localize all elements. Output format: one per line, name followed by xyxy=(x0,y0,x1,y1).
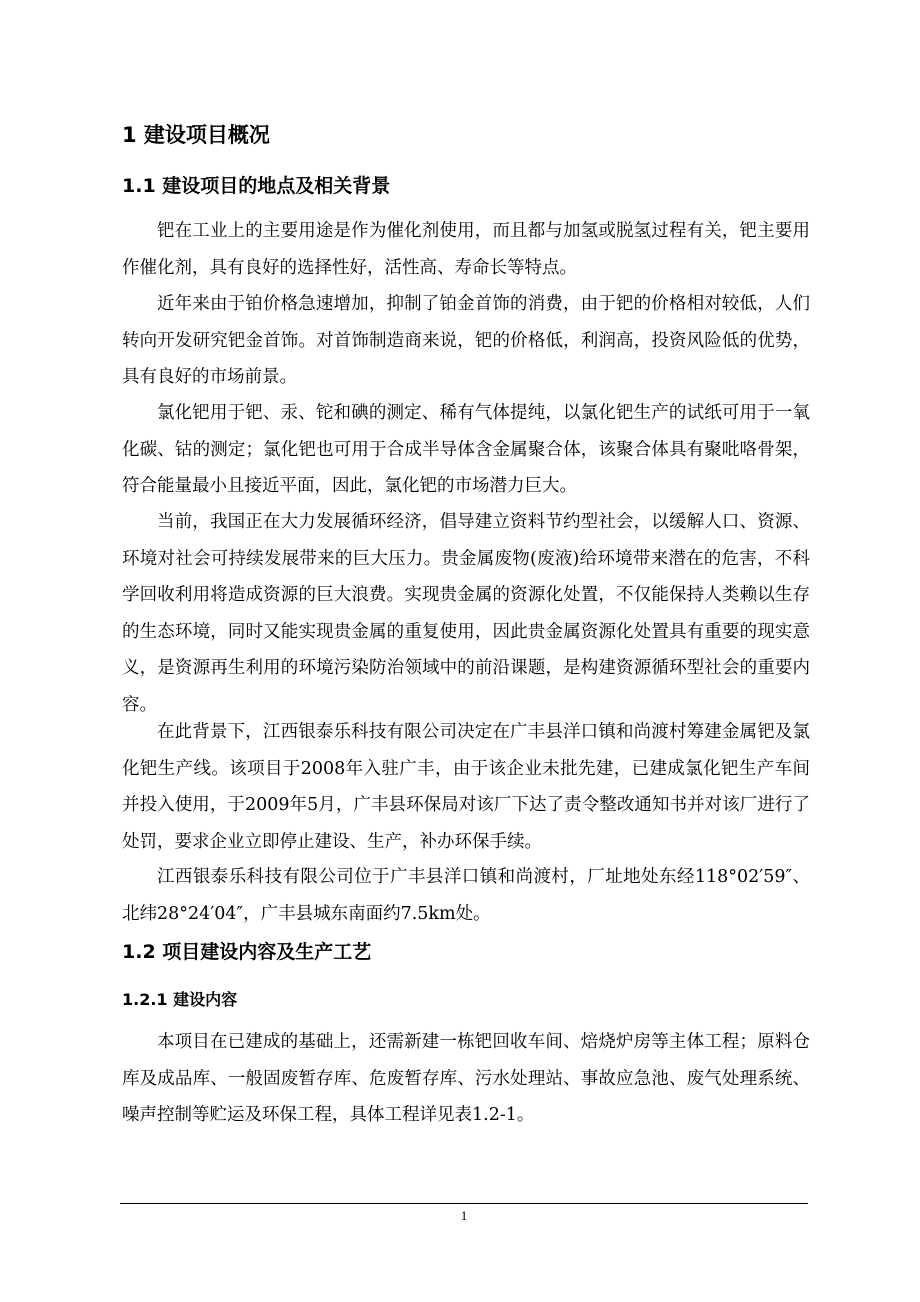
paragraph-4: 当前，我国正在大力发展循环经济，倡导建立资料节约型社会，以缓解人口、资源、环境对社会可持续发展带来的巨大压力。贵金属废物(废液)给环境带来潜在的危害，不科学回收利用将造成资源的巨大浪费。实现贵金属的资源化处置，不仅能保持人类赖以生存的生态环境，同时又能实现贵金属的重复使用，因此贵金属资源化处置具有重要的现实意义，是资源再生利用的环境污染防治领域中的前沿课题，是构建资源循环型社会的重要内容。 xyxy=(122,512,810,715)
chapter-heading: 1 建设项目概况 xyxy=(122,123,270,147)
page-number: 1 xyxy=(460,1208,468,1223)
paragraph-7: 本项目在已建成的基础上，还需新建一栋钯回收车间、焙烧炉房等主体工程；原料仓库及成品库、一般固废暂存库、危废暂存库、污水处理站、事故应急池、废气处理系统、噪声控制等贮运及环保工程，具体工程详见表1.2-1。 xyxy=(122,1032,810,1125)
subsection-heading-1-2-1: 1.2.1 建设内容 xyxy=(122,990,238,1009)
paragraph-3: 氯化钯用于钯、汞、铊和碘的测定、稀有气体提纯，以氯化钯生产的试纸可用于一氧化碳、钴的测定；氯化钯也可用于合成半导体含金属聚合体，该聚合体具有聚吡咯骨架，符合能量最小且接近平面，因此，氯化钯的市场潜力巨大。 xyxy=(122,403,810,496)
paragraph-2: 近年来由于铂价格急速增加，抑制了铂金首饰的消费，由于钯的价格相对较低，人们转向开发研究钯金首饰。对首饰制造商来说，钯的价格低，利润高，投资风险低的优势，具有良好的市场前景。 xyxy=(122,294,810,387)
section-heading-1-1: 1.1 建设项目的地点及相关背景 xyxy=(122,175,391,197)
paragraph-5: 在此背景下，江西银泰乐科技有限公司决定在广丰县洋口镇和尚渡村筹建金属钯及氯化钯生产线。该项目于2008年入驻广丰，由于该企业未批先建，已建成氯化钯生产车间并投入使用，于2009年5月，广丰县环保局对该厂下达了责令整改通知书并对该厂进行了处罚，要求企业立即停止建设、生产，补办环保手续。 xyxy=(122,722,810,852)
footer-rule xyxy=(120,1203,808,1204)
paragraph-6: 江西银泰乐科技有限公司位于广丰县洋口镇和尚渡村，厂址地处东经118°02′59″、北纬28°24′04″，广丰县城东南面约7.5km处。 xyxy=(122,867,810,924)
section-heading-1-2: 1.2 项目建设内容及生产工艺 xyxy=(122,941,372,963)
paragraph-1: 钯在工业上的主要用途是作为催化剂使用，而且都与加氢或脱氢过程有关，钯主要用作催化剂，具有良好的选择性好，活性高、寿命长等特点。 xyxy=(122,221,810,278)
